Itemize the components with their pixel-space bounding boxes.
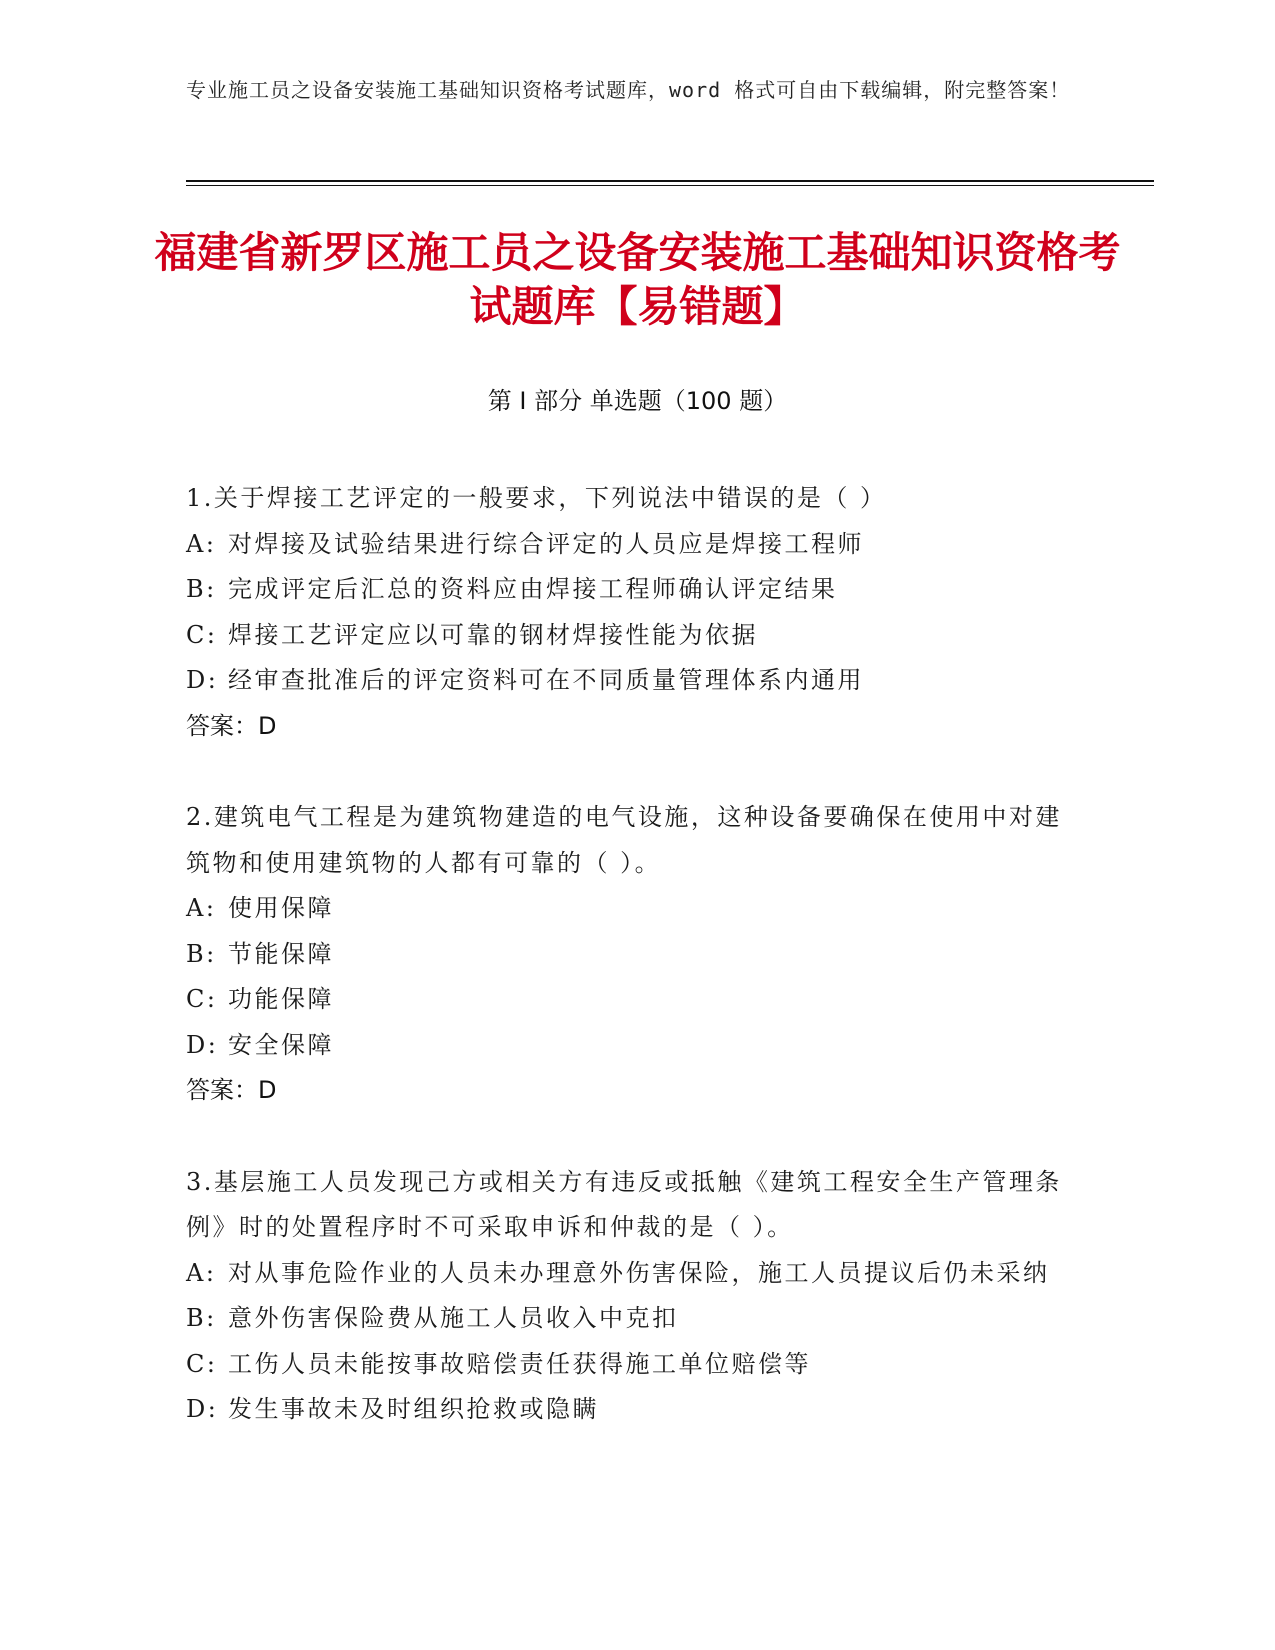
question-stem: 2.建筑电气工程是为建筑物建造的电气设施，这种设备要确保在使用中对建筑物和使用建筑物的人都有可靠的（ ）。 xyxy=(186,803,1062,877)
section-title: 第 I 部分 单选题（100 题） xyxy=(487,387,788,415)
header-rule-thin xyxy=(186,185,1154,186)
option-key: D: xyxy=(186,1030,219,1059)
option-text: 对从事危险作业的人员未办理意外伤害保险，施工人员提议后仍未采纳 xyxy=(228,1258,1050,1287)
option-d xyxy=(186,1023,1066,1069)
header-note: 专业施工员之设备安装施工基础知识资格考试题库，word 格式可自由下载编辑，附完整答案！ xyxy=(186,78,1071,102)
option-text: 意外伤害保险费从施工人员收入中克扣 xyxy=(228,1304,679,1332)
option-key: C: xyxy=(186,1349,218,1378)
option-text: 安全保障 xyxy=(228,1030,334,1059)
option-key: A: xyxy=(186,529,217,558)
option-key: D: xyxy=(186,666,219,694)
option-text: 完成评定后汇总的资料应由焊接工程师确认评定结果 xyxy=(228,575,838,603)
option-c xyxy=(186,613,1066,659)
option-c xyxy=(186,977,1066,1023)
option-key: B: xyxy=(186,1304,217,1332)
question-stem: 1.关于焊接工艺评定的一般要求，下列说法中错误的是（ ） xyxy=(186,484,887,512)
option-key: D: xyxy=(186,1395,219,1423)
option-text: 焊接工艺评定应以可靠的钢材焊接性能为依据 xyxy=(228,620,758,649)
question-stem: 3.基层施工人员发现己方或相关方有违反或抵触《建筑工程安全生产管理条例》时的处置程序时不可采取申诉和仲裁的是（ ）。 xyxy=(186,1167,1062,1241)
option-a xyxy=(186,886,1066,932)
option-text: 功能保障 xyxy=(228,985,334,1013)
header-rule-thick xyxy=(186,180,1154,182)
option-key: A: xyxy=(186,894,217,922)
option-key: B: xyxy=(186,939,217,968)
option-key: C: xyxy=(186,620,218,649)
question-list xyxy=(186,476,1066,1479)
option-b xyxy=(186,567,1066,613)
option-d xyxy=(186,1387,1066,1433)
question-3 xyxy=(186,1160,1066,1433)
option-d xyxy=(186,658,1066,704)
option-text: 工伤人员未能按事故赔偿责任获得施工单位赔偿等 xyxy=(228,1349,811,1378)
option-b xyxy=(186,1296,1066,1342)
option-a xyxy=(186,522,1066,568)
option-key: B: xyxy=(186,575,217,603)
option-c xyxy=(186,1342,1066,1388)
answer: 答案：D xyxy=(186,711,277,740)
option-key: A: xyxy=(186,1258,217,1287)
question-2 xyxy=(186,795,1066,1114)
document-title: 福建省新罗区施工员之设备安装施工基础知识资格考试题库【易错题】 xyxy=(154,228,1121,331)
option-text: 发生事故未及时组织抢救或隐瞒 xyxy=(228,1395,599,1423)
option-text: 经审查批准后的评定资料可在不同质量管理体系内通用 xyxy=(228,666,864,694)
option-key: C: xyxy=(186,985,218,1013)
option-text: 对焊接及试验结果进行综合评定的人员应是焊接工程师 xyxy=(228,529,864,558)
option-text: 节能保障 xyxy=(228,939,334,968)
option-text: 使用保障 xyxy=(228,894,334,922)
option-b xyxy=(186,932,1066,978)
question-1 xyxy=(186,476,1066,749)
option-a xyxy=(186,1251,1066,1297)
answer: 答案：D xyxy=(186,1076,277,1104)
